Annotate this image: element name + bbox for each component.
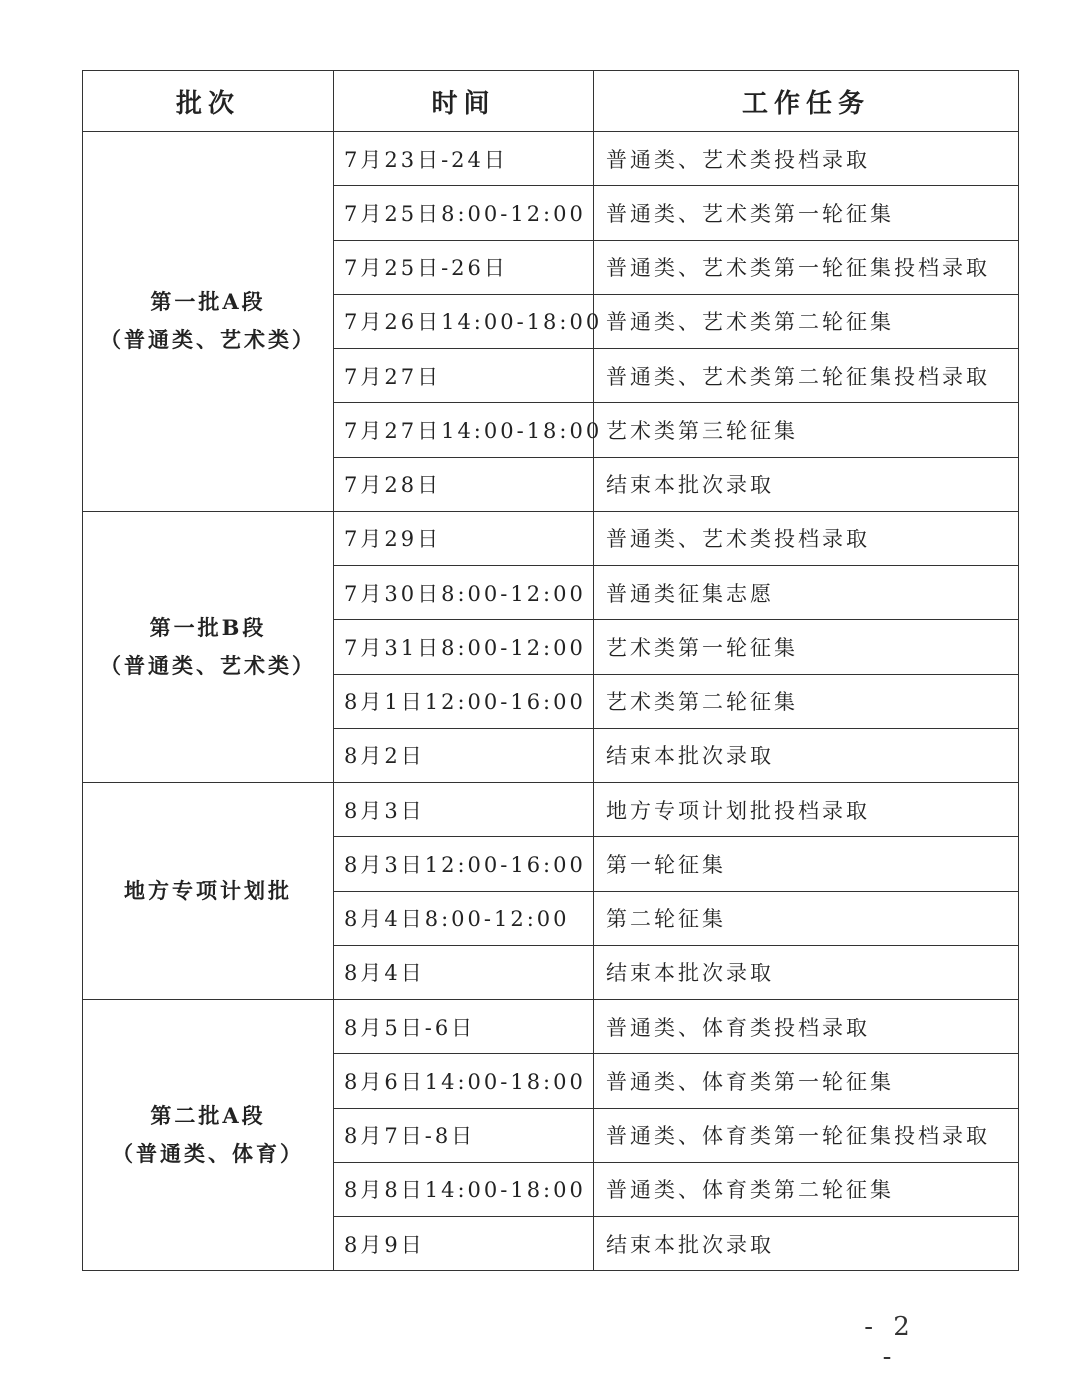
time-cell: 8月3日 bbox=[334, 783, 594, 837]
time-cell: 7月25日8:00-12:00 bbox=[334, 186, 594, 240]
task-cell: 普通类、体育类第一轮征集 bbox=[594, 1054, 1019, 1108]
table-row bbox=[83, 783, 1019, 837]
task-cell: 结束本批次录取 bbox=[594, 728, 1019, 782]
task-cell: 艺术类第二轮征集 bbox=[594, 674, 1019, 728]
batch-category: （普通类、艺术类） bbox=[100, 652, 316, 678]
time-cell: 8月3日12:00-16:00 bbox=[334, 837, 594, 891]
task-cell: 普通类、体育类第二轮征集 bbox=[594, 1162, 1019, 1216]
task-cell: 结束本批次录取 bbox=[594, 457, 1019, 511]
time-cell: 8月8日14:00-18:00 bbox=[334, 1162, 594, 1216]
batch-category: （普通类、艺术类） bbox=[100, 327, 316, 353]
batch-cell bbox=[83, 132, 334, 512]
admission-schedule-table bbox=[82, 70, 1019, 1271]
task-cell: 地方专项计划批投档录取 bbox=[594, 783, 1019, 837]
batch-name: 第一批B段 bbox=[149, 614, 267, 640]
time-cell: 7月28日 bbox=[334, 457, 594, 511]
task-cell: 普通类、艺术类第二轮征集投档录取 bbox=[594, 349, 1019, 403]
batch-category: （普通类、体育） bbox=[112, 1141, 304, 1167]
page-number: - 2 - bbox=[864, 1312, 916, 1372]
time-cell: 8月5日-6日 bbox=[334, 1000, 594, 1054]
task-cell: 结束本批次录取 bbox=[594, 1217, 1019, 1271]
table-row bbox=[83, 1000, 1019, 1054]
batch-name: 地方专项计划批 bbox=[124, 878, 292, 903]
task-cell: 艺术类第三轮征集 bbox=[594, 403, 1019, 457]
table-row bbox=[83, 132, 1019, 186]
batch-cell bbox=[83, 511, 334, 782]
task-cell: 结束本批次录取 bbox=[594, 945, 1019, 999]
time-cell: 8月1日12:00-16:00 bbox=[334, 674, 594, 728]
time-cell: 8月7日-8日 bbox=[334, 1108, 594, 1162]
time-cell: 7月23日-24日 bbox=[334, 132, 594, 186]
task-cell: 第一轮征集 bbox=[594, 837, 1019, 891]
task-cell: 普通类、艺术类投档录取 bbox=[594, 511, 1019, 565]
time-cell: 7月27日14:00-18:00 bbox=[334, 403, 594, 457]
time-cell: 7月30日8:00-12:00 bbox=[334, 566, 594, 620]
batch-name: 第二批A段 bbox=[150, 1103, 266, 1129]
task-cell: 普通类、艺术类投档录取 bbox=[594, 132, 1019, 186]
time-cell: 8月9日 bbox=[334, 1217, 594, 1271]
time-cell: 8月6日14:00-18:00 bbox=[334, 1054, 594, 1108]
header-time: 时间 bbox=[334, 71, 594, 132]
batch-cell bbox=[83, 1000, 334, 1271]
task-cell: 艺术类第一轮征集 bbox=[594, 620, 1019, 674]
task-cell: 第二轮征集 bbox=[594, 891, 1019, 945]
time-cell: 7月31日8:00-12:00 bbox=[334, 620, 594, 674]
task-cell: 普通类、艺术类第一轮征集投档录取 bbox=[594, 240, 1019, 294]
task-cell: 普通类、体育类投档录取 bbox=[594, 1000, 1019, 1054]
time-cell: 8月4日8:00-12:00 bbox=[334, 891, 594, 945]
time-cell: 7月29日 bbox=[334, 511, 594, 565]
time-cell: 7月27日 bbox=[334, 349, 594, 403]
task-cell: 普通类、体育类第一轮征集投档录取 bbox=[594, 1108, 1019, 1162]
batch-name: 第一批A段 bbox=[150, 289, 266, 315]
task-cell: 普通类、艺术类第二轮征集 bbox=[594, 294, 1019, 348]
task-cell: 普通类、艺术类第一轮征集 bbox=[594, 186, 1019, 240]
time-cell: 7月26日14:00-18:00 bbox=[334, 294, 594, 348]
time-cell: 8月4日 bbox=[334, 945, 594, 999]
header-batch: 批次 bbox=[83, 71, 334, 132]
header-row bbox=[83, 71, 1019, 132]
table-row bbox=[83, 511, 1019, 565]
time-cell: 8月2日 bbox=[334, 728, 594, 782]
header-task: 工作任务 bbox=[594, 71, 1019, 132]
task-cell: 普通类征集志愿 bbox=[594, 566, 1019, 620]
time-cell: 7月25日-26日 bbox=[334, 240, 594, 294]
batch-cell bbox=[83, 783, 334, 1000]
